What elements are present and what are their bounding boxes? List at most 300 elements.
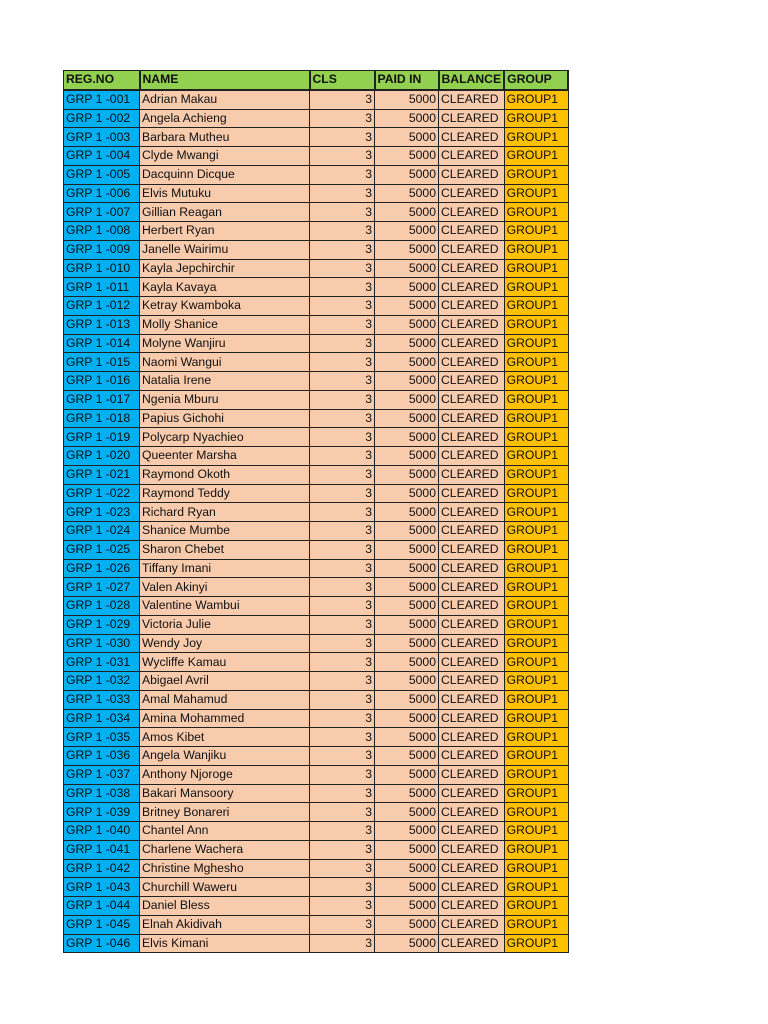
reg-no-cell[interactable]: GRP 1 -032 (64, 672, 140, 691)
reg-no-cell[interactable]: GRP 1 -041 (64, 840, 140, 859)
paid-in-cell[interactable]: 5000 (375, 447, 439, 466)
name-cell[interactable]: Anthony Njoroge (140, 765, 310, 784)
group-cell[interactable]: GROUP1 (504, 915, 568, 934)
table-row (64, 915, 569, 934)
group-cell[interactable]: GROUP1 (504, 90, 568, 109)
group-cell[interactable]: GROUP1 (504, 597, 568, 616)
cls-cell[interactable]: 3 (310, 859, 375, 878)
paid-in-cell[interactable]: 5000 (375, 934, 439, 953)
balance-cell[interactable]: CLEARED (439, 297, 505, 316)
name-cell[interactable]: Janelle Wairimu (140, 240, 310, 259)
group-cell[interactable]: GROUP1 (504, 747, 568, 766)
balance-cell[interactable]: CLEARED (439, 184, 505, 203)
paid-in-cell[interactable]: 5000 (375, 128, 439, 147)
cls-cell[interactable]: 3 (310, 915, 375, 934)
paid-in-cell[interactable]: 5000 (375, 840, 439, 859)
name-cell[interactable]: Raymond Okoth (140, 465, 310, 484)
balance-cell[interactable]: CLEARED (439, 203, 505, 222)
name-cell[interactable]: Papius Gichohi (140, 409, 310, 428)
cls-cell[interactable]: 3 (310, 934, 375, 953)
group-cell[interactable]: GROUP1 (504, 878, 568, 897)
name-cell[interactable]: Churchill Waweru (140, 878, 310, 897)
balance-cell[interactable]: CLEARED (439, 390, 505, 409)
table-row (64, 372, 569, 391)
name-cell[interactable]: Victoria Julie (140, 615, 310, 634)
reg-no-cell[interactable]: GRP 1 -042 (64, 859, 140, 878)
cls-cell[interactable]: 3 (310, 484, 375, 503)
name-cell[interactable]: Natalia Irene (140, 372, 310, 391)
reg-no-cell[interactable]: GRP 1 -045 (64, 915, 140, 934)
name-cell[interactable]: Sharon Chebet (140, 540, 310, 559)
group-cell[interactable]: GROUP1 (504, 240, 568, 259)
paid-in-cell[interactable]: 5000 (375, 390, 439, 409)
group-cell[interactable]: GROUP1 (504, 540, 568, 559)
cls-cell[interactable]: 3 (310, 672, 375, 691)
table-row (64, 690, 569, 709)
paid-in-cell[interactable]: 5000 (375, 672, 439, 691)
table-row (64, 878, 569, 897)
name-cell[interactable]: Dacquinn Dicque (140, 165, 310, 184)
name-cell[interactable]: Barbara Mutheu (140, 128, 310, 147)
reg-no-cell[interactable]: GRP 1 -004 (64, 147, 140, 166)
name-cell[interactable]: Tiffany Imani (140, 559, 310, 578)
balance-cell[interactable]: CLEARED (439, 484, 505, 503)
group-cell[interactable]: GROUP1 (504, 634, 568, 653)
column-header-paid-in[interactable]: PAID IN (375, 71, 439, 90)
reg-no-cell[interactable]: GRP 1 -015 (64, 353, 140, 372)
column-header-cls[interactable]: CLS (310, 71, 375, 90)
cls-cell[interactable]: 3 (310, 240, 375, 259)
paid-in-cell[interactable]: 5000 (375, 222, 439, 241)
paid-in-cell[interactable]: 5000 (375, 784, 439, 803)
group-cell[interactable]: GROUP1 (504, 465, 568, 484)
cls-cell[interactable]: 3 (310, 728, 375, 747)
balance-cell[interactable]: CLEARED (439, 728, 505, 747)
reg-no-cell[interactable]: GRP 1 -040 (64, 822, 140, 841)
group-cell[interactable]: GROUP1 (504, 840, 568, 859)
paid-in-cell[interactable]: 5000 (375, 184, 439, 203)
group-cell[interactable]: GROUP1 (504, 128, 568, 147)
name-cell[interactable]: Clyde Mwangi (140, 147, 310, 166)
name-cell[interactable]: Abigael Avril (140, 672, 310, 691)
balance-cell[interactable]: CLEARED (439, 240, 505, 259)
cls-cell[interactable]: 3 (310, 184, 375, 203)
name-cell[interactable]: Kayla Jepchirchir (140, 259, 310, 278)
group-cell[interactable]: GROUP1 (504, 484, 568, 503)
group-cell[interactable]: GROUP1 (504, 109, 568, 128)
reg-no-cell[interactable]: GRP 1 -014 (64, 334, 140, 353)
group-cell[interactable]: GROUP1 (504, 353, 568, 372)
name-cell[interactable]: Valen Akinyi (140, 578, 310, 597)
table-row (64, 615, 569, 634)
cls-cell[interactable]: 3 (310, 840, 375, 859)
group-cell[interactable]: GROUP1 (504, 765, 568, 784)
group-cell[interactable]: GROUP1 (504, 934, 568, 953)
name-cell[interactable]: Chantel Ann (140, 822, 310, 841)
paid-in-cell[interactable]: 5000 (375, 203, 439, 222)
paid-in-cell[interactable]: 5000 (375, 559, 439, 578)
balance-cell[interactable]: CLEARED (439, 747, 505, 766)
balance-cell[interactable]: CLEARED (439, 859, 505, 878)
reg-no-cell[interactable]: GRP 1 -025 (64, 540, 140, 559)
group-cell[interactable]: GROUP1 (504, 672, 568, 691)
name-cell[interactable]: Wycliffe Kamau (140, 653, 310, 672)
cls-cell[interactable]: 3 (310, 559, 375, 578)
reg-no-cell[interactable]: GRP 1 -034 (64, 709, 140, 728)
reg-no-cell[interactable]: GRP 1 -036 (64, 747, 140, 766)
cls-cell[interactable]: 3 (310, 90, 375, 109)
paid-in-cell[interactable]: 5000 (375, 634, 439, 653)
paid-in-cell[interactable]: 5000 (375, 915, 439, 934)
paid-in-cell[interactable]: 5000 (375, 278, 439, 297)
name-cell[interactable]: Amos Kibet (140, 728, 310, 747)
paid-in-cell[interactable]: 5000 (375, 259, 439, 278)
cls-cell[interactable]: 3 (310, 147, 375, 166)
paid-in-cell[interactable]: 5000 (375, 578, 439, 597)
balance-cell[interactable]: CLEARED (439, 90, 505, 109)
cls-cell[interactable]: 3 (310, 822, 375, 841)
table-row (64, 634, 569, 653)
name-cell[interactable]: Molyne Wanjiru (140, 334, 310, 353)
balance-cell[interactable]: CLEARED (439, 597, 505, 616)
cls-cell[interactable]: 3 (310, 353, 375, 372)
balance-cell[interactable]: CLEARED (439, 147, 505, 166)
group-cell[interactable]: GROUP1 (504, 297, 568, 316)
reg-no-cell[interactable]: GRP 1 -046 (64, 934, 140, 953)
table-row (64, 165, 569, 184)
name-cell[interactable]: Daniel Bless (140, 897, 310, 916)
reg-no-cell[interactable]: GRP 1 -012 (64, 297, 140, 316)
cls-cell[interactable]: 3 (310, 465, 375, 484)
reg-no-cell[interactable]: GRP 1 -013 (64, 315, 140, 334)
balance-cell[interactable]: CLEARED (439, 259, 505, 278)
cls-cell[interactable]: 3 (310, 390, 375, 409)
paid-in-cell[interactable]: 5000 (375, 503, 439, 522)
reg-no-cell[interactable]: GRP 1 -003 (64, 128, 140, 147)
paid-in-cell[interactable]: 5000 (375, 315, 439, 334)
balance-cell[interactable]: CLEARED (439, 522, 505, 541)
reg-no-cell[interactable]: GRP 1 -009 (64, 240, 140, 259)
table-row (64, 709, 569, 728)
paid-in-cell[interactable]: 5000 (375, 334, 439, 353)
reg-no-cell[interactable]: GRP 1 -023 (64, 503, 140, 522)
paid-in-cell[interactable]: 5000 (375, 90, 439, 109)
reg-no-cell[interactable]: GRP 1 -017 (64, 390, 140, 409)
cls-cell[interactable]: 3 (310, 747, 375, 766)
reg-no-cell[interactable]: GRP 1 -035 (64, 728, 140, 747)
cls-cell[interactable]: 3 (310, 690, 375, 709)
cls-cell[interactable]: 3 (310, 653, 375, 672)
reg-no-cell[interactable]: GRP 1 -037 (64, 765, 140, 784)
cls-cell[interactable]: 3 (310, 615, 375, 634)
group-cell[interactable]: GROUP1 (504, 165, 568, 184)
name-cell[interactable]: Polycarp Nyachieo (140, 428, 310, 447)
group-cell[interactable]: GROUP1 (504, 315, 568, 334)
name-cell[interactable]: Shanice Mumbe (140, 522, 310, 541)
reg-no-cell[interactable]: GRP 1 -010 (64, 259, 140, 278)
group-cell[interactable]: GROUP1 (504, 859, 568, 878)
group-cell[interactable]: GROUP1 (504, 203, 568, 222)
group-cell[interactable]: GROUP1 (504, 259, 568, 278)
cls-cell[interactable]: 3 (310, 503, 375, 522)
group-cell[interactable]: GROUP1 (504, 690, 568, 709)
reg-no-cell[interactable]: GRP 1 -027 (64, 578, 140, 597)
name-cell[interactable]: Kayla Kavaya (140, 278, 310, 297)
reg-no-cell[interactable]: GRP 1 -011 (64, 278, 140, 297)
balance-cell[interactable]: CLEARED (439, 840, 505, 859)
balance-cell[interactable]: CLEARED (439, 784, 505, 803)
balance-cell[interactable]: CLEARED (439, 878, 505, 897)
group-cell[interactable]: GROUP1 (504, 147, 568, 166)
reg-no-cell[interactable]: GRP 1 -019 (64, 428, 140, 447)
group-cell[interactable]: GROUP1 (504, 615, 568, 634)
name-cell[interactable]: Elvis Mutuku (140, 184, 310, 203)
reg-no-cell[interactable]: GRP 1 -028 (64, 597, 140, 616)
table-row (64, 859, 569, 878)
group-cell[interactable]: GROUP1 (504, 184, 568, 203)
paid-in-cell[interactable]: 5000 (375, 878, 439, 897)
cls-cell[interactable]: 3 (310, 315, 375, 334)
paid-in-cell[interactable]: 5000 (375, 597, 439, 616)
cls-cell[interactable]: 3 (310, 109, 375, 128)
reg-no-cell[interactable]: GRP 1 -043 (64, 878, 140, 897)
balance-cell[interactable]: CLEARED (439, 915, 505, 934)
paid-in-cell[interactable]: 5000 (375, 409, 439, 428)
balance-cell[interactable]: CLEARED (439, 897, 505, 916)
table-row (64, 109, 569, 128)
paid-in-cell[interactable]: 5000 (375, 897, 439, 916)
reg-no-cell[interactable]: GRP 1 -029 (64, 615, 140, 634)
cls-cell[interactable]: 3 (310, 784, 375, 803)
balance-cell[interactable]: CLEARED (439, 128, 505, 147)
cls-cell[interactable]: 3 (310, 765, 375, 784)
name-cell[interactable]: Ketray Kwamboka (140, 297, 310, 316)
cls-cell[interactable]: 3 (310, 297, 375, 316)
table-row (64, 428, 569, 447)
column-header-name[interactable]: NAME (140, 71, 310, 90)
paid-in-cell[interactable]: 5000 (375, 615, 439, 634)
cls-cell[interactable]: 3 (310, 334, 375, 353)
column-header-group[interactable]: GROUP (504, 71, 568, 90)
paid-in-cell[interactable]: 5000 (375, 147, 439, 166)
name-cell[interactable]: Bakari Mansoory (140, 784, 310, 803)
paid-in-cell[interactable]: 5000 (375, 747, 439, 766)
name-cell[interactable]: Adrian Makau (140, 90, 310, 109)
cls-cell[interactable]: 3 (310, 278, 375, 297)
balance-cell[interactable]: CLEARED (439, 315, 505, 334)
group-cell[interactable]: GROUP1 (504, 372, 568, 391)
balance-cell[interactable]: CLEARED (439, 803, 505, 822)
reg-no-cell[interactable]: GRP 1 -008 (64, 222, 140, 241)
balance-cell[interactable]: CLEARED (439, 353, 505, 372)
paid-in-cell[interactable]: 5000 (375, 690, 439, 709)
name-cell[interactable]: Valentine Wambui (140, 597, 310, 616)
paid-in-cell[interactable]: 5000 (375, 165, 439, 184)
reg-no-cell[interactable]: GRP 1 -016 (64, 372, 140, 391)
table-row (64, 353, 569, 372)
name-cell[interactable]: Naomi Wangui (140, 353, 310, 372)
name-cell[interactable]: Amina Mohammed (140, 709, 310, 728)
reg-no-cell[interactable]: GRP 1 -031 (64, 653, 140, 672)
name-cell[interactable]: Charlene Wachera (140, 840, 310, 859)
group-cell[interactable]: GROUP1 (504, 897, 568, 916)
cls-cell[interactable]: 3 (310, 578, 375, 597)
reg-no-cell[interactable]: GRP 1 -033 (64, 690, 140, 709)
paid-in-cell[interactable]: 5000 (375, 297, 439, 316)
paid-in-cell[interactable]: 5000 (375, 728, 439, 747)
paid-in-cell[interactable]: 5000 (375, 372, 439, 391)
cls-cell[interactable]: 3 (310, 409, 375, 428)
cls-cell[interactable]: 3 (310, 203, 375, 222)
cls-cell[interactable]: 3 (310, 634, 375, 653)
group-cell[interactable]: GROUP1 (504, 409, 568, 428)
reg-no-cell[interactable]: GRP 1 -006 (64, 184, 140, 203)
cls-cell[interactable]: 3 (310, 165, 375, 184)
paid-in-cell[interactable]: 5000 (375, 859, 439, 878)
reg-no-cell[interactable]: GRP 1 -021 (64, 465, 140, 484)
cls-cell[interactable]: 3 (310, 803, 375, 822)
table-row (64, 653, 569, 672)
reg-no-cell[interactable]: GRP 1 -002 (64, 109, 140, 128)
balance-cell[interactable]: CLEARED (439, 709, 505, 728)
balance-cell[interactable]: CLEARED (439, 428, 505, 447)
table-row (64, 672, 569, 691)
cls-cell[interactable]: 3 (310, 447, 375, 466)
cls-cell[interactable]: 3 (310, 878, 375, 897)
balance-cell[interactable]: CLEARED (439, 690, 505, 709)
name-cell[interactable]: Ngenia Mburu (140, 390, 310, 409)
balance-cell[interactable]: CLEARED (439, 578, 505, 597)
balance-cell[interactable]: CLEARED (439, 165, 505, 184)
balance-cell[interactable]: CLEARED (439, 109, 505, 128)
balance-cell[interactable]: CLEARED (439, 615, 505, 634)
balance-cell[interactable]: CLEARED (439, 559, 505, 578)
paid-in-cell[interactable]: 5000 (375, 522, 439, 541)
reg-no-cell[interactable]: GRP 1 -026 (64, 559, 140, 578)
paid-in-cell[interactable]: 5000 (375, 428, 439, 447)
balance-cell[interactable]: CLEARED (439, 409, 505, 428)
name-cell[interactable]: Molly Shanice (140, 315, 310, 334)
name-cell[interactable]: Britney Bonareri (140, 803, 310, 822)
group-cell[interactable]: GROUP1 (504, 728, 568, 747)
group-cell[interactable]: GROUP1 (504, 390, 568, 409)
table-row (64, 203, 569, 222)
name-cell[interactable]: Angela Wanjiku (140, 747, 310, 766)
balance-cell[interactable]: CLEARED (439, 540, 505, 559)
cls-cell[interactable]: 3 (310, 597, 375, 616)
name-cell[interactable]: Wendy Joy (140, 634, 310, 653)
reg-no-cell[interactable]: GRP 1 -044 (64, 897, 140, 916)
group-cell[interactable]: GROUP1 (504, 709, 568, 728)
paid-in-cell[interactable]: 5000 (375, 109, 439, 128)
balance-cell[interactable]: CLEARED (439, 372, 505, 391)
group-cell[interactable]: GROUP1 (504, 222, 568, 241)
group-cell[interactable]: GROUP1 (504, 653, 568, 672)
group-cell[interactable]: GROUP1 (504, 822, 568, 841)
paid-in-cell[interactable]: 5000 (375, 803, 439, 822)
column-header-balance[interactable]: BALANCE (439, 71, 505, 90)
paid-in-cell[interactable]: 5000 (375, 822, 439, 841)
balance-cell[interactable]: CLEARED (439, 934, 505, 953)
name-cell[interactable]: Elnah Akidivah (140, 915, 310, 934)
balance-cell[interactable]: CLEARED (439, 822, 505, 841)
group-cell[interactable]: GROUP1 (504, 503, 568, 522)
paid-in-cell[interactable]: 5000 (375, 709, 439, 728)
reg-no-cell[interactable]: GRP 1 -022 (64, 484, 140, 503)
balance-cell[interactable]: CLEARED (439, 334, 505, 353)
cls-cell[interactable]: 3 (310, 222, 375, 241)
reg-no-cell[interactable]: GRP 1 -001 (64, 90, 140, 109)
reg-no-cell[interactable]: GRP 1 -024 (64, 522, 140, 541)
reg-no-cell[interactable]: GRP 1 -038 (64, 784, 140, 803)
name-cell[interactable]: Christine Mghesho (140, 859, 310, 878)
cls-cell[interactable]: 3 (310, 540, 375, 559)
group-cell[interactable]: GROUP1 (504, 278, 568, 297)
balance-cell[interactable]: CLEARED (439, 447, 505, 466)
reg-no-cell[interactable]: GRP 1 -007 (64, 203, 140, 222)
column-header-reg-no[interactable]: REG.NO (64, 71, 140, 90)
paid-in-cell[interactable]: 5000 (375, 465, 439, 484)
cls-cell[interactable]: 3 (310, 428, 375, 447)
cls-cell[interactable]: 3 (310, 709, 375, 728)
balance-cell[interactable]: CLEARED (439, 672, 505, 691)
group-cell[interactable]: GROUP1 (504, 803, 568, 822)
reg-no-cell[interactable]: GRP 1 -020 (64, 447, 140, 466)
group-cell[interactable]: GROUP1 (504, 428, 568, 447)
paid-in-cell[interactable]: 5000 (375, 540, 439, 559)
reg-no-cell[interactable]: GRP 1 -018 (64, 409, 140, 428)
paid-in-cell[interactable]: 5000 (375, 765, 439, 784)
cls-cell[interactable]: 3 (310, 897, 375, 916)
group-cell[interactable]: GROUP1 (504, 334, 568, 353)
name-cell[interactable]: Herbert Ryan (140, 222, 310, 241)
group-cell[interactable]: GROUP1 (504, 784, 568, 803)
cls-cell[interactable]: 3 (310, 522, 375, 541)
balance-cell[interactable]: CLEARED (439, 222, 505, 241)
paid-in-cell[interactable]: 5000 (375, 653, 439, 672)
paid-in-cell[interactable]: 5000 (375, 353, 439, 372)
reg-no-cell[interactable]: GRP 1 -030 (64, 634, 140, 653)
cls-cell[interactable]: 3 (310, 259, 375, 278)
cls-cell[interactable]: 3 (310, 128, 375, 147)
group-cell[interactable]: GROUP1 (504, 578, 568, 597)
balance-cell[interactable]: CLEARED (439, 278, 505, 297)
name-cell[interactable]: Gillian Reagan (140, 203, 310, 222)
group-cell[interactable]: GROUP1 (504, 559, 568, 578)
balance-cell[interactable]: CLEARED (439, 653, 505, 672)
name-cell[interactable]: Elvis Kimani (140, 934, 310, 953)
cls-cell[interactable]: 3 (310, 372, 375, 391)
reg-no-cell[interactable]: GRP 1 -005 (64, 165, 140, 184)
balance-cell[interactable]: CLEARED (439, 634, 505, 653)
name-cell[interactable]: Angela Achieng (140, 109, 310, 128)
balance-cell[interactable]: CLEARED (439, 503, 505, 522)
paid-in-cell[interactable]: 5000 (375, 240, 439, 259)
name-cell[interactable]: Queenter Marsha (140, 447, 310, 466)
reg-no-cell[interactable]: GRP 1 -039 (64, 803, 140, 822)
table-row (64, 597, 569, 616)
group-cell[interactable]: GROUP1 (504, 522, 568, 541)
table-row (64, 578, 569, 597)
name-cell[interactable]: Amal Mahamud (140, 690, 310, 709)
paid-in-cell[interactable]: 5000 (375, 484, 439, 503)
table-row (64, 297, 569, 316)
name-cell[interactable]: Richard Ryan (140, 503, 310, 522)
balance-cell[interactable]: CLEARED (439, 765, 505, 784)
balance-cell[interactable]: CLEARED (439, 465, 505, 484)
group-cell[interactable]: GROUP1 (504, 447, 568, 466)
name-cell[interactable]: Raymond Teddy (140, 484, 310, 503)
